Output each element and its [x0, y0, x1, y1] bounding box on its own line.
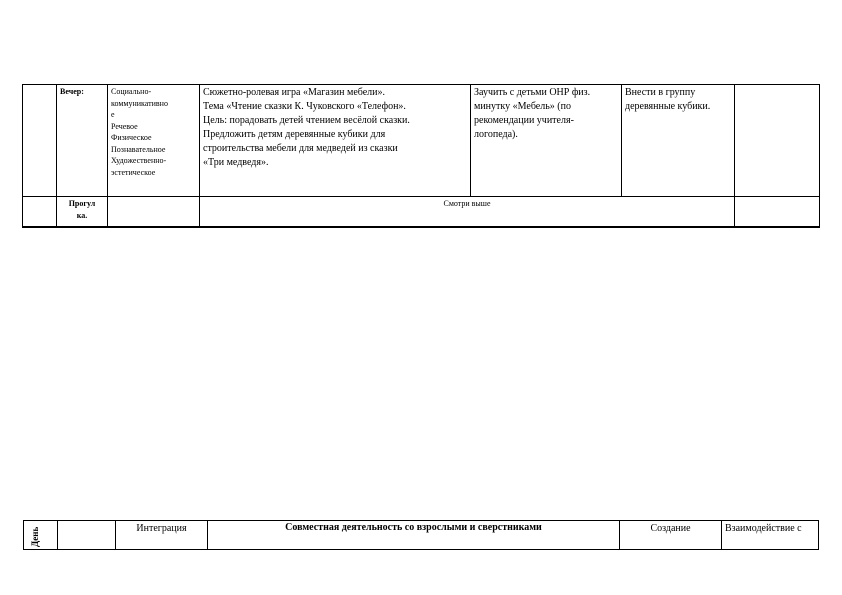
see-above-text: Смотри выше — [200, 197, 735, 227]
header-row — [24, 521, 819, 550]
joint-activity-header: Совместная деятельность со взрослыми и сверстниками — [208, 521, 620, 550]
plan-table-top — [22, 84, 820, 228]
evening-row — [23, 85, 820, 197]
empty-day-cell-2 — [23, 197, 57, 227]
interaction-header: Взаимодействие с — [722, 521, 819, 550]
empty-parents-cell — [735, 197, 820, 227]
educational-areas: Социально- коммуникативно е Речевое Физическое Познавательное Художественно- эстетическое — [108, 85, 200, 197]
evening-time-label: Вечер: — [57, 85, 108, 197]
plan-table-bottom — [23, 520, 819, 550]
walk-row — [23, 197, 820, 227]
empty-day-cell — [23, 85, 57, 197]
joint-activity-text: Сюжетно-ролевая игра «Магазин мебели». Тема «Чтение сказки К. Чуковского «Телефон». Цель: порадовать детей чтением весёлой сказки. Предложить детям деревянные кубики для строительства мебели для медведей из сказки «Три медведя». — [200, 85, 471, 197]
day-header — [24, 521, 58, 550]
time-header — [58, 521, 116, 550]
individual-work-text: Заучить с детьми ОНР физ. минутку «Мебель» (по рекомендации учителя- логопеда). — [471, 85, 622, 197]
walk-time-label: Прогул ка. — [57, 197, 108, 227]
empty-areas-cell — [108, 197, 200, 227]
day-label: День — [30, 526, 40, 547]
environment-text: Внести в группу деревянные кубики. — [622, 85, 735, 197]
parents-cell — [735, 85, 820, 197]
creation-header: Создание — [620, 521, 722, 550]
integration-header: Интеграция — [116, 521, 208, 550]
